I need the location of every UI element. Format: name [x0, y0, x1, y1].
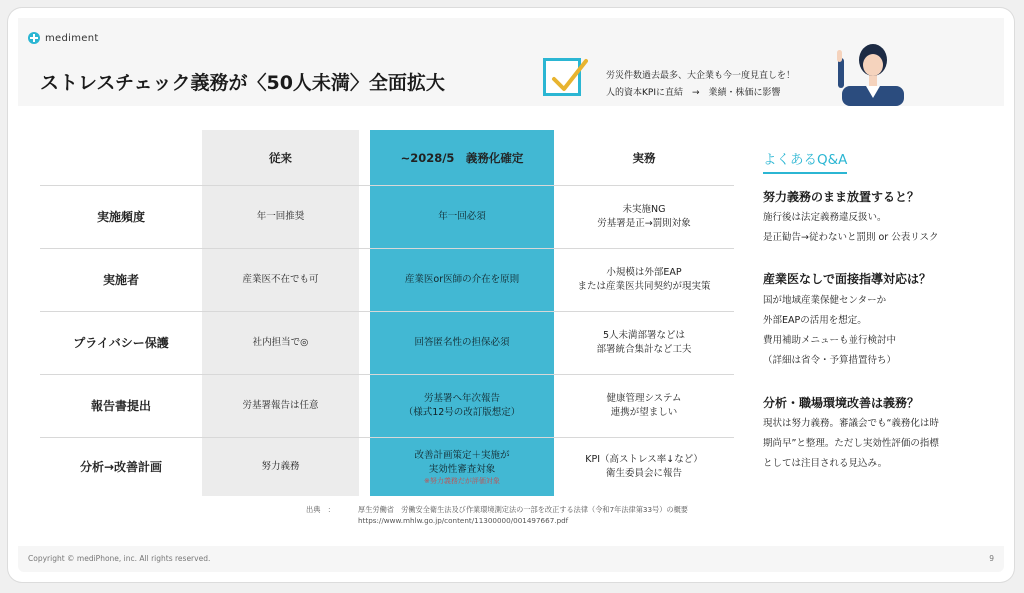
- table-cell-before: 年一回推奨: [256, 211, 305, 222]
- table-cell-mandatory: 改善計画策定＋実施が 実効性審査対象 ※努力義務だが評価対象: [414, 449, 510, 485]
- page-title: ストレスチェック義務が〈50人未満〉全面拡大: [40, 72, 445, 94]
- header-practice: 実務: [632, 151, 656, 165]
- qa-answer: 施行後は法定義務違反扱い。 是正勧告→従わないと罰則 or 公表リスク: [763, 212, 939, 243]
- slide: [18, 18, 1004, 572]
- source-citation: 厚生労働省 労働安全衛生法及び作業環境測定法の一部を改正する法律（令和7年法律第33号）の概要: [358, 505, 688, 514]
- table-cell-practice: KPI（高ストレス率↓など） 衛生委員会に報告: [585, 454, 703, 479]
- row-label: 分析→改善計画: [79, 460, 163, 474]
- qa-answer: 国が地域産業保健センターか 外部EAPの活用を想定。 費用補助メニューも並行検討中 （詳細は省令・予算措置待ち）: [763, 295, 897, 366]
- row-label: 実施者: [102, 273, 139, 287]
- callout-line-2: 人的資本KPIに直結 → 業績・株価に影響: [606, 88, 781, 98]
- logo-text: mediment: [45, 32, 99, 44]
- table-cell-mandatory: 年一回必須: [438, 211, 486, 222]
- checkmark-icon: [543, 58, 581, 96]
- qa-answer: 現状は努力義務。審議会でも“義務化は時 期尚早”と整理。ただし実効性評価の指標 としては注目される見込み。: [763, 418, 939, 469]
- table-cell-mandatory: 産業医or医師の介在を原則: [404, 274, 520, 285]
- row-label: 報告書提出: [90, 399, 151, 413]
- qa-question: 産業医なしで面接指導対応は？: [763, 272, 932, 286]
- row-label: プライバシー保護: [73, 336, 169, 350]
- qa-question: 分析・職場環境改善は義務？: [763, 396, 920, 410]
- mandatory-note: ※努力義務だが評価対象: [424, 476, 500, 485]
- header-mandatory: ~2028/5 義務化確定: [400, 151, 524, 165]
- table-cell-before: 産業医不在でも可: [242, 274, 319, 285]
- source-url[interactable]: https://www.mhlw.go.jp/content/11300000/001497667.pdf: [358, 516, 569, 525]
- plus-circle-icon: [28, 32, 40, 44]
- table-cell-before: 労基署報告は任意: [242, 400, 319, 411]
- table-cell-before: 社内担当で◎: [252, 337, 309, 348]
- qa-question: 努力義務のまま放置すると？: [763, 190, 920, 204]
- table-cell-practice: 5人未満部署などは 部署統合集計など工夫: [596, 330, 692, 355]
- callout-text: [606, 68, 795, 102]
- table-cell-mandatory: 労基署へ年次報告 （様式12号の改訂版想定）: [403, 393, 521, 418]
- source-label: 出典 ：: [306, 505, 335, 514]
- qa-heading: よくあるQ&A: [763, 148, 847, 174]
- header-before: 従来: [269, 151, 292, 165]
- row-label: 実施頻度: [96, 210, 145, 224]
- table-cell-before: 努力義務: [261, 461, 300, 472]
- callout-line-1: 労災件数過去最多、大企業も今一度見直しを！: [606, 71, 796, 81]
- table-cell-practice: 未実施NG 労基署是正→罰則対象: [597, 204, 691, 229]
- brand-logo: [28, 32, 99, 44]
- businesswoman-illustration: [830, 38, 908, 106]
- copyright: Copyright © mediPhone, inc. All rights reserved.: [28, 554, 211, 563]
- table-cell-practice: 健康管理システム 連携が望ましい: [606, 393, 682, 418]
- page-number: 9: [989, 554, 994, 563]
- table-cell-practice: 小規模は外部EAP または産業医共同契約が現実策: [577, 267, 711, 292]
- table-cell-mandatory: 回答匿名性の担保必須: [414, 337, 510, 348]
- footer-band: [18, 546, 1004, 572]
